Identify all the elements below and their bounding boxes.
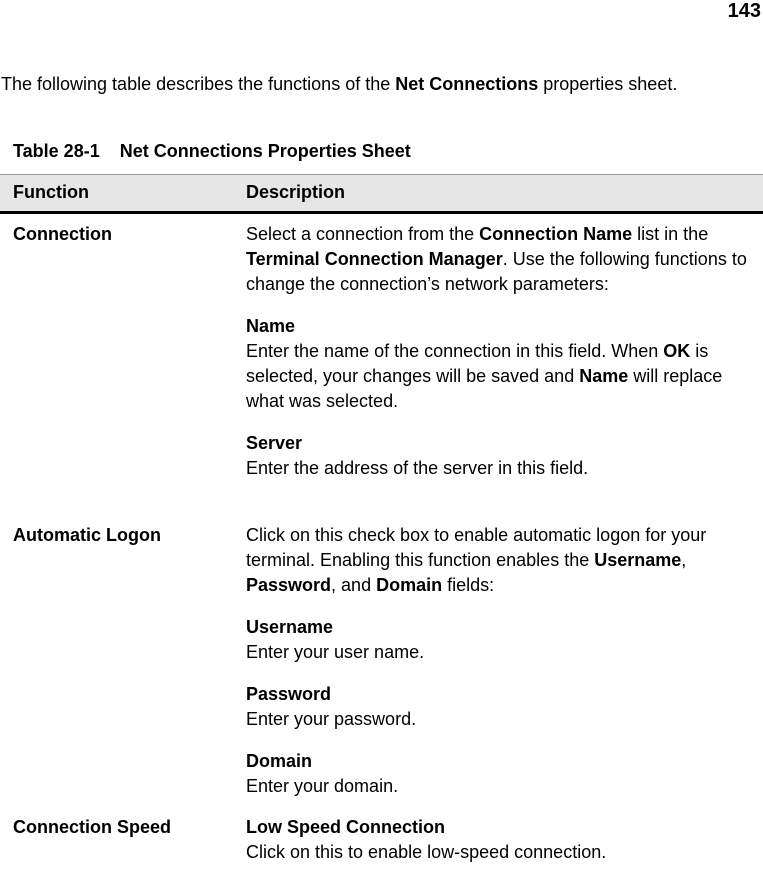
intro-bold-term: Net Connections: [395, 74, 539, 94]
description-text: list in the: [632, 224, 709, 244]
field-description: [246, 815, 751, 865]
header-function: Function: [13, 182, 89, 202]
description-text: Enter the address of the server in this field.: [246, 458, 589, 478]
intro-text-end: properties sheet.: [538, 74, 678, 94]
field-description: [246, 615, 751, 665]
field-name: Domain: [246, 751, 313, 771]
field-description: [246, 431, 751, 481]
bold-term: Terminal Connection Manager: [246, 249, 503, 269]
description-text: is selected, your changes will be saved and: [246, 341, 709, 386]
bold-term: Name: [579, 366, 629, 386]
header-description: Description: [246, 182, 346, 202]
field-name: Username: [246, 617, 334, 637]
bold-term: Connection Name: [479, 224, 633, 244]
intro-text: The following table describes the functions of the: [1, 74, 396, 94]
field-description: [246, 682, 751, 732]
description-text: will replace what was selected.: [246, 366, 723, 411]
field-name: Name: [246, 316, 296, 336]
function-cell: Automatic Logon: [13, 525, 161, 545]
field-description: [246, 749, 751, 799]
description-text: , and: [331, 575, 377, 595]
description-cell: [246, 222, 751, 481]
bold-term: Username: [594, 550, 682, 570]
field-name: Server: [246, 433, 303, 453]
bold-term: OK: [663, 341, 691, 361]
description-cell: [246, 815, 751, 865]
field-description: [246, 314, 751, 414]
bold-term: Domain: [376, 575, 443, 595]
description-text: Select a connection from the: [246, 224, 480, 244]
description-text: . Use the following functions to change the connection’s network parameters:: [246, 249, 747, 294]
field-name: Password: [246, 684, 332, 704]
description-cell: [246, 523, 751, 799]
description-text: Click on this check box to enable automatic logon for your terminal. Enabling this function enables the: [246, 525, 707, 570]
description-text: ,: [681, 550, 687, 570]
description-text: Enter your domain.: [246, 776, 399, 796]
description-text: Enter the name of the connection in this field. When: [246, 341, 664, 361]
bold-term: Password: [246, 575, 332, 595]
description-intro: [246, 523, 751, 598]
description-intro: [246, 222, 751, 297]
description-text: fields:: [442, 575, 495, 595]
table-header: [0, 174, 763, 214]
field-name: Low Speed Connection: [246, 817, 446, 837]
description-text: Click on this to enable low-speed connection.: [246, 842, 607, 862]
description-text: Enter your password.: [246, 709, 417, 729]
intro-paragraph: [1, 72, 741, 96]
description-text: Enter your user name.: [246, 642, 425, 662]
page-number: 143: [727, 0, 761, 22]
function-cell: Connection Speed: [13, 817, 172, 837]
table-caption: Table 28-1 Net Connections Properties Sheet: [13, 141, 411, 161]
function-cell: Connection: [13, 224, 112, 244]
